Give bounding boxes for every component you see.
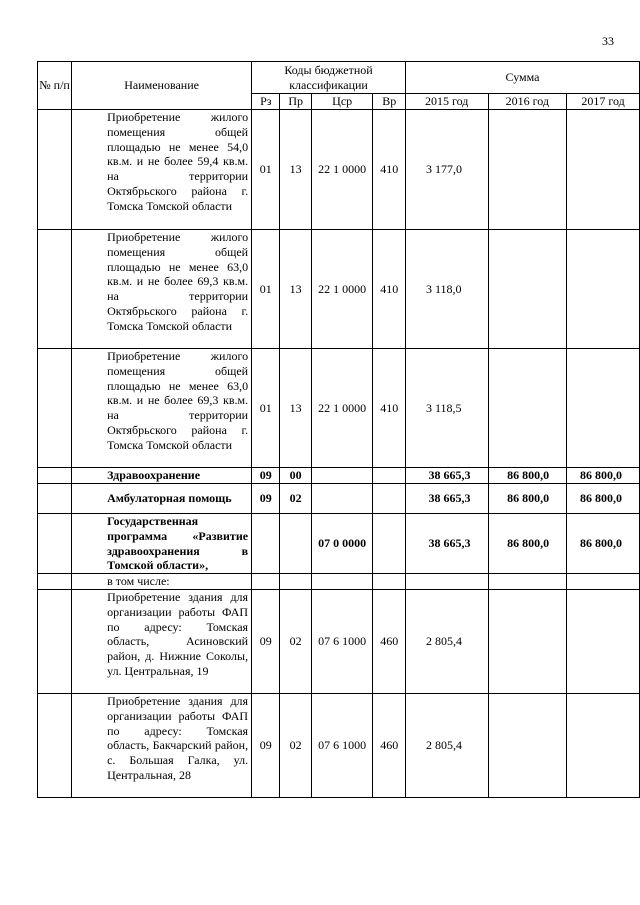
table-row: [38, 514, 640, 574]
row-2016: 86 800,0: [488, 514, 567, 574]
page-number: 33: [602, 34, 614, 48]
row-2015: 3 118,0: [405, 230, 488, 349]
row-2017: [567, 589, 640, 693]
table-row: [38, 574, 640, 590]
row-pr: [280, 514, 311, 574]
row-csr: 07 6 1000: [311, 693, 373, 797]
row-pr: 13: [280, 230, 311, 349]
table-row: [38, 230, 640, 349]
row-2017: [567, 574, 640, 590]
row-csr: 07 0 0000: [311, 514, 373, 574]
row-rz: 01: [252, 349, 280, 468]
row-pr: 00: [280, 468, 311, 484]
row-2015: 3 177,0: [405, 110, 488, 230]
row-rz: 01: [252, 230, 280, 349]
row-2016: 86 800,0: [488, 468, 567, 484]
row-pr: 13: [280, 349, 311, 468]
row-vr: 410: [373, 349, 405, 468]
row-vr: 410: [373, 110, 405, 230]
row-name: Приобретение жилого помещения общей площадью не менее 63,0 кв.м. и не более 69,3 кв.м. на территории Октябрьского района г. Томска Томской области: [72, 230, 252, 349]
row-vr: [373, 484, 405, 514]
header-sum-group: Сумма: [405, 62, 639, 94]
row-num: [38, 349, 72, 468]
row-2017: [567, 349, 640, 468]
row-rz: 09: [252, 484, 280, 514]
row-2016: [488, 349, 567, 468]
table-row: [38, 110, 640, 230]
row-2017: 86 800,0: [567, 514, 640, 574]
row-rz: 09: [252, 468, 280, 484]
row-csr: 22 1 0000: [311, 110, 373, 230]
row-2017: [567, 693, 640, 797]
table-row: [38, 349, 640, 468]
row-2016: 86 800,0: [488, 484, 567, 514]
row-num: [38, 514, 72, 574]
row-num: [38, 110, 72, 230]
row-2015: [405, 574, 488, 590]
table-row: [38, 484, 640, 514]
header-pr: Пр: [280, 94, 311, 110]
row-2015: 2 805,4: [405, 693, 488, 797]
table-row: [38, 468, 640, 484]
row-csr: [311, 574, 373, 590]
row-name: Амбулаторная помощь: [72, 484, 252, 514]
row-rz: 01: [252, 110, 280, 230]
row-pr: 02: [280, 693, 311, 797]
row-name: Приобретение здания для организации работы ФАП по адресу: Томская область, Асиновский район, д. Нижние Соколы, ул. Центральная, 19: [72, 589, 252, 693]
header-codes-group: Коды бюджетной классификации: [252, 62, 406, 94]
header-row-top: [38, 62, 640, 94]
row-name: в том числе:: [72, 574, 252, 590]
row-rz: 09: [252, 693, 280, 797]
row-name: Здравоохранение: [72, 468, 252, 484]
row-num: [38, 574, 72, 590]
row-rz: [252, 574, 280, 590]
row-2016: [488, 110, 567, 230]
row-csr: [311, 468, 373, 484]
row-pr: 02: [280, 589, 311, 693]
header-vr: Вр: [373, 94, 405, 110]
row-num: [38, 693, 72, 797]
budget-table: [37, 61, 640, 798]
row-vr: 460: [373, 693, 405, 797]
row-2015: 38 665,3: [405, 514, 488, 574]
header-2017: 2017 год: [567, 94, 640, 110]
row-num: [38, 589, 72, 693]
row-name: Приобретение жилого помещения общей площадью не менее 54,0 кв.м. и не более 59,4 кв.м. на территории Октябрьского района г. Томска Томской области: [72, 110, 252, 230]
row-2015: 38 665,3: [405, 468, 488, 484]
row-2016: [488, 230, 567, 349]
row-vr: [373, 514, 405, 574]
row-num: [38, 484, 72, 514]
row-2017: 86 800,0: [567, 484, 640, 514]
row-csr: 22 1 0000: [311, 349, 373, 468]
row-2016: [488, 693, 567, 797]
row-vr: [373, 574, 405, 590]
header-2015: 2015 год: [405, 94, 488, 110]
row-2015: 2 805,4: [405, 589, 488, 693]
row-pr: 02: [280, 484, 311, 514]
row-vr: [373, 468, 405, 484]
row-name: Приобретение жилого помещения общей площадью не менее 63,0 кв.м. и не более 69,3 кв.м. на территории Октябрьского района г. Томска Томской области: [72, 349, 252, 468]
row-2016: [488, 589, 567, 693]
row-2017: [567, 110, 640, 230]
row-pr: 13: [280, 110, 311, 230]
row-rz: 09: [252, 589, 280, 693]
header-rz: Рз: [252, 94, 280, 110]
row-2017: [567, 230, 640, 349]
header-csr: Цср: [311, 94, 373, 110]
row-num: [38, 230, 72, 349]
row-2015: 3 118,5: [405, 349, 488, 468]
header-2016: 2016 год: [488, 94, 567, 110]
row-num: [38, 468, 72, 484]
row-2015: 38 665,3: [405, 484, 488, 514]
table-row: [38, 693, 640, 797]
header-num: № п/п: [38, 62, 72, 110]
row-name: Государственная программа «Развитие здравоохранения в Томской области»,: [72, 514, 252, 574]
row-2017: 86 800,0: [567, 468, 640, 484]
row-name: Приобретение здания для организации работы ФАП по адресу: Томская область, Бакчарский район, с. Большая Галка, ул. Центральная, 28: [72, 693, 252, 797]
row-vr: 460: [373, 589, 405, 693]
row-csr: [311, 484, 373, 514]
row-csr: 22 1 0000: [311, 230, 373, 349]
header-name: Наименование: [72, 62, 252, 110]
table-row: [38, 589, 640, 693]
row-vr: 410: [373, 230, 405, 349]
row-csr: 07 6 1000: [311, 589, 373, 693]
row-rz: [252, 514, 280, 574]
row-pr: [280, 574, 311, 590]
row-2016: [488, 574, 567, 590]
